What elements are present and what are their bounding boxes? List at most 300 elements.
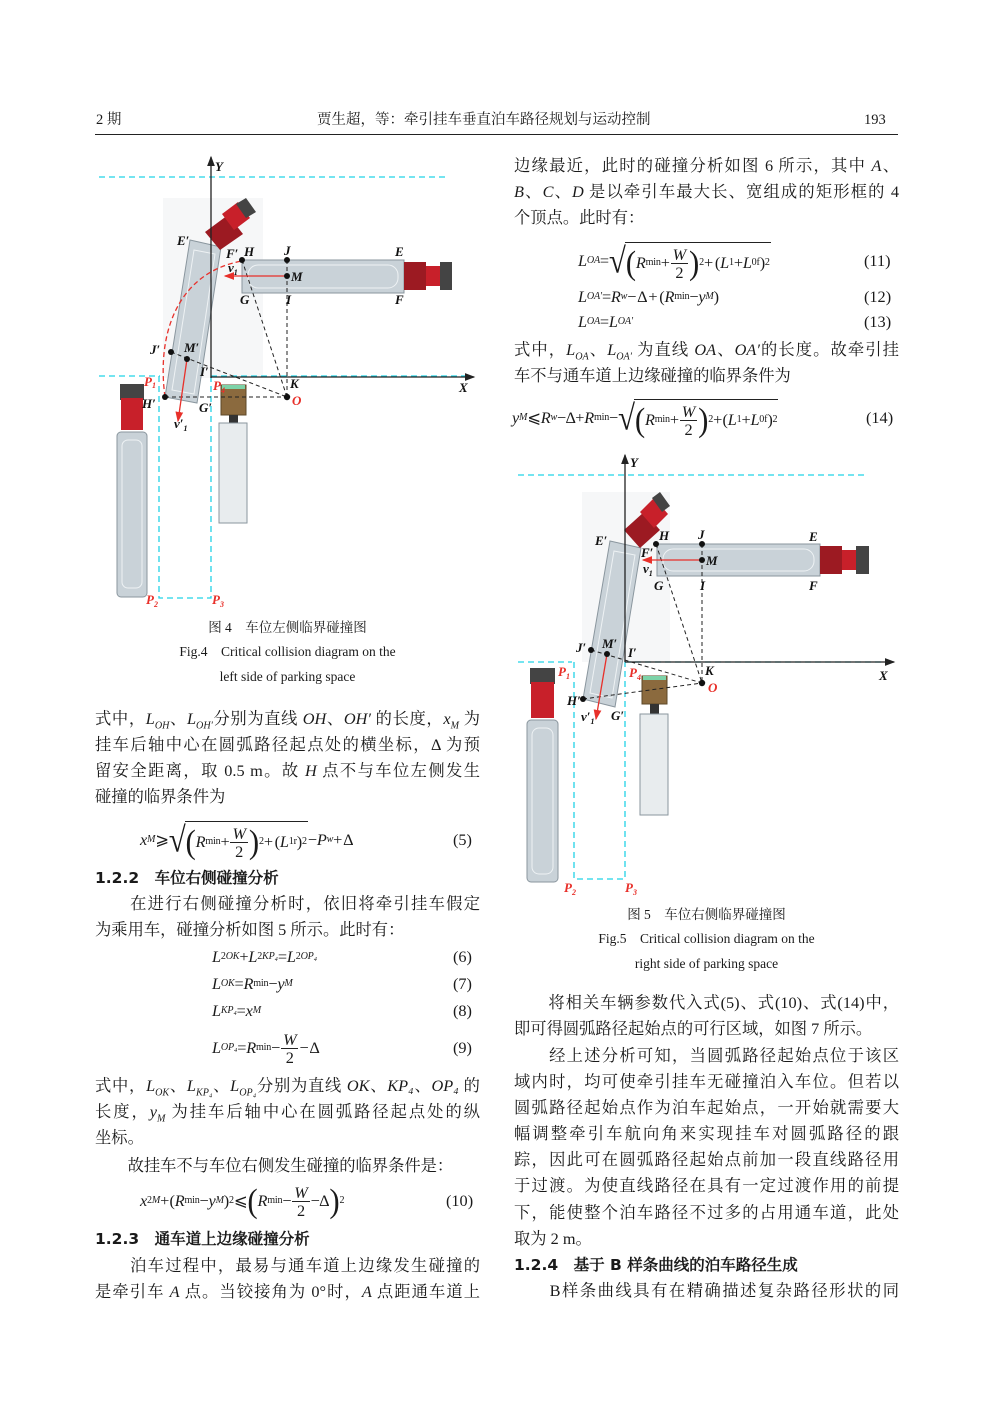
math-variable: A bbox=[169, 1282, 180, 1301]
paragraph-line bbox=[95, 1125, 480, 1151]
text-run: + Δ bbox=[333, 830, 354, 849]
paragraph-line bbox=[514, 1069, 899, 1095]
paragraph-line bbox=[95, 1073, 480, 1099]
math-variable: L bbox=[742, 253, 752, 272]
math-subscript: OK bbox=[225, 951, 240, 962]
label-y: Y bbox=[630, 455, 638, 470]
label-j-prime: J′ bbox=[576, 640, 587, 655]
text-run: = bbox=[277, 947, 287, 966]
text-run: 、 bbox=[326, 709, 344, 728]
text-run: − Δ bbox=[299, 1038, 320, 1057]
math-subscript: OA bbox=[575, 351, 589, 363]
paragraph-line bbox=[514, 1278, 899, 1304]
math-variable: KP₄ bbox=[387, 1076, 414, 1095]
math-subscript: OH bbox=[154, 720, 170, 732]
math-variable: A bbox=[871, 156, 882, 175]
paragraph-line bbox=[95, 891, 480, 917]
label-g: G bbox=[240, 292, 250, 307]
text-run: 个顶点。此时有： bbox=[514, 208, 645, 227]
math-variable: R bbox=[644, 410, 655, 429]
section-heading-1-2-2: 1.2.2 车位右侧碰撞分析 bbox=[95, 869, 279, 887]
text-run: ) bbox=[767, 410, 773, 429]
math-variable: R bbox=[540, 408, 551, 427]
text-run: − bbox=[271, 1038, 281, 1057]
math-subscript: 0f bbox=[751, 257, 760, 268]
label-h: H bbox=[244, 244, 255, 259]
text-run: + bbox=[733, 253, 743, 272]
text-run: 圆弧路径起始点作为泊车起始点，一开始就需要大 bbox=[514, 1098, 899, 1117]
math-variable: L bbox=[186, 1076, 196, 1095]
text-run: + bbox=[669, 410, 679, 429]
text-run: 、 bbox=[523, 182, 543, 201]
section-heading-1-2-3: 1.2.3 通车道上边缘碰撞分析 bbox=[95, 1230, 310, 1248]
text-run: ⩾ bbox=[155, 830, 169, 849]
label-m: M bbox=[291, 269, 303, 284]
text-run: 为挂车后轴中心在圆弧路径起点处的纵 bbox=[165, 1102, 480, 1121]
math-subscript: 1r bbox=[288, 836, 297, 847]
math-parenthesis: ) bbox=[329, 1180, 340, 1220]
math-variable: x bbox=[140, 830, 148, 849]
math-subscript: KP₄ bbox=[195, 1087, 213, 1099]
label-p1: $P_1$ bbox=[558, 664, 570, 681]
fraction-numerator: W bbox=[294, 1182, 308, 1202]
math-variable: L bbox=[248, 947, 258, 966]
text-run: 为 bbox=[458, 709, 480, 728]
math-variable: y bbox=[149, 1102, 158, 1121]
label-v1-prime: $v'_1$ bbox=[581, 709, 595, 726]
paragraph-line bbox=[514, 1016, 899, 1042]
text-run: + bbox=[660, 253, 670, 272]
math-variable: L bbox=[750, 410, 760, 429]
label-i: I bbox=[700, 578, 706, 593]
text-run: ⩽ bbox=[527, 408, 541, 427]
label-i-prime: I′ bbox=[200, 364, 209, 379]
label-p4: $P_4$ bbox=[213, 378, 225, 395]
math-superscript: 2 bbox=[295, 951, 301, 962]
text-run: = bbox=[601, 287, 611, 306]
paragraph-line bbox=[514, 1095, 899, 1121]
text-run: 、 bbox=[716, 340, 735, 359]
text-run: 将相关车辆参数代入式(5)、式(10)、式(14)中， bbox=[514, 993, 899, 1012]
paragraph-line bbox=[514, 153, 899, 179]
text-run: 域内时，均可使牵引挂车无碰撞泊入车位。但若以 bbox=[514, 1072, 899, 1091]
text-run: 、 bbox=[369, 1076, 388, 1095]
equation-number: (11) bbox=[864, 251, 891, 270]
fraction-numerator: W bbox=[672, 244, 687, 264]
label-i-prime: I′ bbox=[628, 645, 637, 660]
paragraph-line bbox=[514, 337, 899, 363]
fraction-numerator: W bbox=[283, 1029, 297, 1049]
math-subscript: M bbox=[705, 291, 714, 302]
text-run: 式中， bbox=[95, 709, 146, 728]
equation-number: (9) bbox=[453, 1038, 472, 1057]
math-variable: L bbox=[212, 974, 221, 993]
math-variable: L bbox=[279, 832, 289, 851]
equation-number: (10) bbox=[446, 1191, 474, 1210]
text-run: − bbox=[199, 1191, 209, 1210]
radical-sign-icon: √ bbox=[168, 818, 186, 859]
text-run: 式中， bbox=[95, 1076, 147, 1095]
text-run: ) bbox=[296, 832, 303, 851]
text-run: 的长度， bbox=[370, 709, 444, 728]
math-superscript: 2 bbox=[229, 1195, 234, 1206]
math-superscript: 2 bbox=[302, 836, 307, 847]
math-subscript: OH′ bbox=[196, 720, 213, 732]
math-subscript: min bbox=[255, 1042, 272, 1053]
math-variable: OP₄ bbox=[431, 1076, 459, 1095]
math-variable: OH bbox=[302, 709, 327, 728]
label-v1: $v_1$ bbox=[643, 561, 653, 578]
text-run: ) bbox=[759, 253, 765, 272]
text-run: 碰撞的临界条件为 bbox=[95, 787, 226, 806]
math-variable: R bbox=[610, 287, 621, 306]
label-e: E bbox=[395, 244, 404, 259]
paragraph-line bbox=[514, 1147, 899, 1173]
label-v1-prime: $v'_1$ bbox=[174, 416, 188, 433]
math-variable: x bbox=[443, 709, 451, 728]
math-subscript: min bbox=[674, 291, 690, 302]
math-subscript: min bbox=[184, 1195, 200, 1206]
math-variable: OH′ bbox=[343, 709, 371, 728]
label-p3: $P_3$ bbox=[625, 880, 637, 897]
math-subscript: min bbox=[267, 1195, 283, 1206]
equation-number: (12) bbox=[864, 287, 892, 306]
text-run: 、 bbox=[413, 1076, 432, 1095]
text-run: 即可得圆弧路径起始点的可行区域，如图 7 所示。 bbox=[514, 1019, 873, 1038]
text-run: − Δ + bbox=[557, 408, 585, 427]
text-run: 踪，因此可在圆弧路径起始点前加一段直线路径用 bbox=[514, 1150, 899, 1169]
equation-8 bbox=[212, 991, 261, 1031]
math-variable: L bbox=[145, 709, 155, 728]
label-p2: $P_2$ bbox=[146, 592, 158, 609]
label-j: J bbox=[284, 243, 291, 258]
math-subscript: M bbox=[519, 412, 528, 423]
label-p4: $P_4$ bbox=[629, 665, 641, 682]
paragraph-line bbox=[514, 1200, 899, 1226]
text-run: 挂车后轴中心在圆弧路径起点处的横坐标，Δ 为预 bbox=[95, 735, 480, 754]
radical-sign-icon: √ bbox=[608, 239, 626, 280]
issue-number: 2 期 bbox=[96, 112, 122, 128]
math-parenthesis: ) bbox=[248, 821, 259, 861]
math-variable: R bbox=[664, 287, 675, 306]
math-subscript: OK bbox=[155, 1087, 170, 1099]
text-run: 是以牵引车最大长、宽组成的矩形框的 4 bbox=[583, 182, 899, 201]
math-subscript: OA′ bbox=[586, 291, 602, 302]
label-o: O bbox=[292, 393, 302, 408]
math-variable: L bbox=[578, 251, 587, 270]
text-run: ) bbox=[223, 1191, 230, 1210]
label-f: F bbox=[809, 578, 818, 593]
math-variable: L bbox=[230, 1076, 240, 1095]
paragraph-line bbox=[514, 1173, 899, 1199]
text-run: 的 bbox=[458, 1076, 480, 1095]
label-j: J bbox=[698, 527, 705, 542]
math-parenthesis: ) bbox=[689, 242, 700, 282]
label-m: M bbox=[706, 553, 718, 568]
math-parenthesis: ( bbox=[247, 1180, 258, 1220]
math-superscript: 2 bbox=[258, 836, 264, 847]
equation-9 bbox=[212, 1028, 320, 1068]
label-p2: $P_2$ bbox=[564, 880, 576, 897]
text-run: 分别为直线 bbox=[212, 709, 303, 728]
text-run: 故挂车不与车位右侧发生碰撞的临界条件是： bbox=[95, 1156, 454, 1175]
math-variable: L bbox=[727, 410, 737, 429]
text-run: ⩽ bbox=[233, 1191, 248, 1210]
math-variable: y bbox=[698, 287, 706, 306]
math-superscript: 2 bbox=[339, 1195, 345, 1206]
text-run: + ( bbox=[704, 253, 721, 272]
text-run: 、 bbox=[881, 156, 899, 175]
fraction-denominator: 2 bbox=[297, 1200, 305, 1220]
label-x: X bbox=[879, 668, 888, 683]
fraction-denominator: 2 bbox=[235, 841, 244, 861]
label-e-prime: E′ bbox=[177, 233, 190, 248]
math-variable: OA′ bbox=[734, 340, 760, 359]
math-variable: R bbox=[584, 408, 594, 427]
math-subscript: OA′ bbox=[617, 316, 633, 327]
radicand bbox=[625, 242, 771, 281]
math-subscript: M bbox=[157, 1113, 166, 1125]
math-subscript: min bbox=[253, 978, 269, 989]
paragraph-line bbox=[95, 784, 480, 810]
math-variable: x bbox=[245, 1001, 253, 1020]
text-run: 经上述分析可知，当圆弧路径起始点位于该区 bbox=[514, 1046, 899, 1065]
label-x: X bbox=[459, 380, 468, 395]
text-run: − Δ bbox=[310, 1191, 330, 1210]
equation-number: (6) bbox=[453, 947, 472, 966]
label-e: E bbox=[809, 529, 818, 544]
equation-11 bbox=[578, 241, 771, 281]
text-run: 是牵引车 bbox=[95, 1282, 170, 1301]
math-subscript: OP₄ bbox=[239, 1087, 257, 1099]
math-superscript: 2 bbox=[147, 1195, 152, 1206]
label-p1: P1 bbox=[144, 374, 156, 390]
fraction-numerator: W bbox=[681, 401, 696, 421]
label-g-prime: G′ bbox=[199, 400, 213, 415]
left-parked-truck bbox=[117, 384, 147, 597]
math-variable: H bbox=[305, 761, 317, 780]
text-run: 在进行右侧碰撞分析时，依旧将牵引挂车假定 bbox=[95, 894, 480, 913]
math-variable: R bbox=[246, 1038, 256, 1057]
label-m-prime: M′ bbox=[602, 636, 618, 651]
label-e-prime: E′ bbox=[595, 533, 608, 548]
math-variable: L bbox=[608, 312, 618, 331]
label-h-prime: H′ bbox=[567, 693, 581, 708]
paragraph-line bbox=[95, 1153, 480, 1179]
paragraph-line bbox=[514, 1226, 899, 1252]
paragraph-line bbox=[95, 732, 480, 758]
paragraph-line bbox=[514, 363, 899, 389]
math-variable: R bbox=[195, 832, 206, 851]
text-run: 、 bbox=[212, 1076, 231, 1095]
text-run: ) bbox=[713, 287, 719, 306]
math-variable: R bbox=[174, 1191, 185, 1210]
math-fraction bbox=[230, 825, 247, 860]
math-variable: R bbox=[257, 1191, 268, 1210]
math-subscript: M bbox=[284, 978, 293, 989]
math-variable: R bbox=[635, 253, 646, 272]
paragraph-line bbox=[514, 1121, 899, 1147]
paragraph-line bbox=[95, 758, 480, 784]
equation-number: (7) bbox=[453, 974, 472, 993]
math-variable: R bbox=[243, 974, 254, 993]
text-run: 边缘最近，此时的碰撞分析如图 6 所示，其中 bbox=[514, 156, 872, 175]
math-subscript: min bbox=[645, 257, 661, 268]
page-number: 193 bbox=[864, 112, 886, 128]
text-run: 泊车过程中，最易与通车道上边缘发生碰撞的 bbox=[95, 1256, 480, 1275]
text-run: 、 bbox=[169, 709, 187, 728]
math-subscript: M bbox=[450, 720, 459, 732]
text-run: − Δ + ( bbox=[627, 287, 665, 306]
text-run: + bbox=[239, 947, 249, 966]
running-title: 贾生超，等：牵引挂车垂直泊车路径规划与运动控制 bbox=[317, 112, 651, 128]
label-p3: $P_3$ bbox=[212, 592, 224, 609]
fraction-numerator: W bbox=[232, 823, 246, 843]
paragraph-line bbox=[95, 1253, 480, 1279]
right-parked-truck bbox=[219, 385, 247, 523]
label-j-prime: J′ bbox=[150, 342, 161, 357]
figure-5 bbox=[518, 455, 894, 897]
equation-5 bbox=[140, 820, 353, 860]
math-fraction bbox=[292, 1184, 309, 1219]
math-subscript: M bbox=[151, 1195, 161, 1206]
math-superscript: 2 bbox=[220, 951, 226, 962]
math-variable: L bbox=[578, 312, 587, 331]
math-subscript: w bbox=[620, 291, 628, 302]
label-y: Y bbox=[215, 159, 223, 174]
text-run: 为直线 bbox=[631, 340, 695, 359]
text-run: 于过渡。为使直线路径在具有一定过渡作用的前提 bbox=[514, 1176, 899, 1195]
text-run: = bbox=[236, 1001, 246, 1020]
text-run: = bbox=[237, 1038, 247, 1057]
math-subscript: OP₄ bbox=[220, 1042, 238, 1053]
text-run: − bbox=[268, 974, 278, 993]
text-run: 长度， bbox=[95, 1102, 150, 1121]
math-subscript: OA bbox=[586, 316, 600, 327]
math-square-root bbox=[168, 818, 308, 861]
label-o: O bbox=[708, 680, 718, 695]
text-run: = bbox=[599, 251, 609, 270]
text-run: + bbox=[741, 410, 751, 429]
equation-13 bbox=[578, 302, 633, 342]
math-variable: L bbox=[186, 709, 197, 728]
math-fraction bbox=[680, 403, 697, 438]
text-run: − bbox=[307, 830, 317, 849]
text-run: 、 bbox=[169, 1076, 187, 1095]
equation-number: (5) bbox=[453, 830, 472, 849]
radicand bbox=[634, 399, 779, 438]
equation-number: (14) bbox=[866, 408, 894, 427]
math-subscript: w bbox=[550, 412, 557, 423]
math-variable: L bbox=[720, 253, 729, 272]
text-run: B样条曲线具有在精确描述复杂路径形状的同 bbox=[514, 1281, 899, 1300]
math-parenthesis: ( bbox=[625, 242, 636, 282]
math-subscript: M bbox=[147, 834, 156, 845]
math-square-root bbox=[608, 239, 771, 282]
label-h: H bbox=[659, 528, 670, 543]
math-variable: L bbox=[212, 1038, 221, 1057]
math-subscript: KP₄ bbox=[220, 1005, 237, 1016]
label-v1: $v_1$ bbox=[228, 260, 238, 277]
math-variable: L bbox=[578, 287, 587, 306]
math-variable: OK bbox=[346, 1076, 370, 1095]
math-parenthesis: ) bbox=[698, 399, 709, 439]
math-superscript: 2 bbox=[699, 257, 705, 268]
text-run: 、 bbox=[588, 340, 608, 359]
fraction-denominator: 2 bbox=[285, 1047, 294, 1067]
math-square-root bbox=[618, 396, 778, 439]
math-subscript: OK bbox=[220, 978, 235, 989]
label-g: G bbox=[654, 578, 664, 593]
figure-5-caption-cn: 图 5 车位右侧临界碰撞图 bbox=[627, 907, 786, 922]
text-run: + ( bbox=[160, 1191, 175, 1210]
text-run: + bbox=[220, 832, 230, 851]
math-subscript: 0f bbox=[759, 414, 768, 425]
label-k: K bbox=[290, 376, 299, 391]
paragraph-line bbox=[514, 1043, 899, 1069]
label-m-prime: M′ bbox=[184, 340, 200, 355]
label-f: F bbox=[395, 292, 404, 307]
math-fraction bbox=[671, 246, 688, 281]
math-variable: L bbox=[607, 340, 617, 359]
figure-4 bbox=[99, 157, 474, 609]
paragraph-line bbox=[514, 990, 899, 1016]
math-fraction bbox=[281, 1031, 298, 1066]
text-run: 车不与通车道上边缘碰撞的临界条件为 bbox=[514, 366, 791, 385]
text-run: − bbox=[609, 408, 619, 427]
math-parenthesis: ( bbox=[634, 399, 645, 439]
text-run: − bbox=[282, 1191, 292, 1210]
math-subscript: w bbox=[326, 834, 334, 845]
math-variable: L bbox=[146, 1076, 156, 1095]
label-k: K bbox=[705, 663, 714, 678]
math-variable: P bbox=[316, 830, 327, 849]
section-heading-1-2-4: 1.2.4 基于 B 样条曲线的泊车路径生成 bbox=[514, 1256, 798, 1274]
math-superscript: 2 bbox=[764, 257, 770, 268]
equation-14 bbox=[512, 398, 778, 438]
text-run: 分别为直线 bbox=[256, 1076, 347, 1095]
text-run: 为乘用车，碰撞分析如图 5 所示。此时有： bbox=[95, 920, 405, 939]
math-superscript: 2 bbox=[257, 951, 263, 962]
text-run: 坐标。 bbox=[95, 1128, 144, 1147]
math-variable: y bbox=[277, 974, 285, 993]
paragraph-line bbox=[95, 706, 480, 732]
paragraph-line bbox=[514, 179, 899, 205]
equation-number: (13) bbox=[864, 312, 892, 331]
math-subscript: 1 bbox=[736, 414, 742, 425]
equation-number: (8) bbox=[453, 1001, 472, 1020]
label-h-prime: H′ bbox=[142, 396, 156, 411]
label-f-prime: F′ bbox=[641, 545, 654, 560]
text-run: 留安全距离，取 0.5 m。故 bbox=[95, 761, 305, 780]
math-subscript: min bbox=[593, 412, 610, 423]
radical-sign-icon: √ bbox=[618, 396, 635, 437]
text-run: + ( bbox=[713, 410, 728, 429]
label-g-prime: G′ bbox=[611, 708, 625, 723]
math-variable: L bbox=[212, 947, 221, 966]
text-run: 、 bbox=[553, 182, 573, 201]
text-run: = bbox=[599, 312, 609, 331]
math-variable: D bbox=[572, 182, 584, 201]
left-parked-truck bbox=[527, 668, 558, 882]
fraction-denominator: 2 bbox=[675, 262, 684, 282]
math-subscript: M bbox=[215, 1195, 224, 1206]
math-variable: x bbox=[140, 1191, 148, 1210]
math-variable: L bbox=[286, 947, 296, 966]
math-subscript: min bbox=[654, 414, 670, 425]
math-superscript: 2 bbox=[772, 414, 778, 425]
math-variable: A bbox=[361, 1282, 372, 1301]
